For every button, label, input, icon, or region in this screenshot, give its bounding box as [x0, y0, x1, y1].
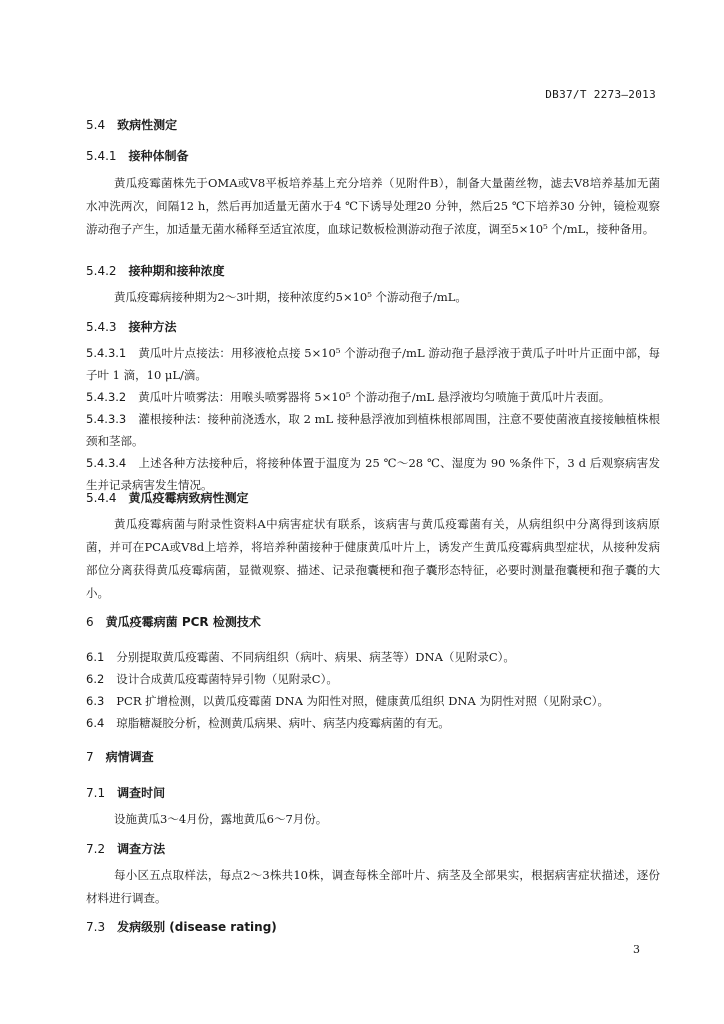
page-header-doc-id: DB37/T 2273—2013 — [545, 88, 656, 101]
section-heading-5-4-1: 5.4.1 接种体制备 — [86, 149, 189, 163]
section-heading-7-2: 7.2 调查方法 — [86, 842, 166, 856]
list-item-6-1: 6.1 分别提取黄瓜疫霉菌、不同病组织（病叶、病果、病茎等）DNA（见附录C）。 — [86, 650, 515, 664]
section-heading-5-4-4: 5.4.4 黄瓜疫霉病致病性测定 — [86, 491, 249, 505]
paragraph-7-1: 设施黄瓜3～4月份，露地黄瓜6～7月份。 — [114, 812, 328, 826]
list-item-6-4: 6.4 琼脂糖凝胶分析，检测黄瓜病果、病叶、病茎内疫霉病菌的有无。 — [86, 716, 450, 730]
paragraph-5-4-1: 黄瓜疫霉菌株先于OMA或V8平板培养基上充分培养（见附件B），制备大量菌丝物，滤去V8培养基加无菌水冲洗两次，间隔12 h，然后再加适量无菌水于4 ℃下诱导处理20 分钟，然后25 ℃下培养30 分钟，镜检观察游动孢子产生，加适量无菌水稀释至适宜浓度，血球记数板检测游动孢子浓度，调至5×10⁵ 个/mL，接种备用。 — [86, 176, 660, 236]
list-item-6-3: 6.3 PCR 扩增检测，以黄瓜疫霉菌 DNA 为阳性对照，健康黄瓜组织 DNA 为阴性对照（见附录C）。 — [86, 694, 609, 708]
page-number: 3 — [633, 943, 640, 956]
paragraph-7-2: 每小区五点取样法，每点2～3株共10株，调查每株全部叶片、病茎及全部果实，根据病害症状描述，逐份材料进行调查。 — [86, 868, 660, 905]
section-heading-5-4: 5.4 致病性测定 — [86, 118, 178, 132]
section-heading-6: 6 黄瓜疫霉病菌 PCR 检测技术 — [86, 615, 261, 629]
list-item-5-4-3-3: 5.4.3.3 灌根接种法：接种前浇透水，取 2 mL 接种悬浮液加到植株根部周围，注意不要使菌液直接接触植株根颈和茎部。 — [86, 412, 660, 448]
section-heading-5-4-3: 5.4.3 接种方法 — [86, 320, 177, 334]
list-item-6-2: 6.2 设计合成黄瓜疫霉菌特异引物（见附录C）。 — [86, 672, 338, 686]
section-heading-7-1: 7.1 调查时间 — [86, 786, 166, 800]
section-heading-5-4-2: 5.4.2 接种期和接种浓度 — [86, 264, 225, 278]
list-item-5-4-3-2: 5.4.3.2 黄瓜叶片喷雾法：用喉头喷雾器将 5×10⁵ 个游动孢子/mL 悬浮液均匀喷施于黄瓜叶片表面。 — [86, 390, 611, 404]
section-heading-7: 7 病情调查 — [86, 750, 154, 764]
section-heading-7-3: 7.3 发病级别 (disease rating) — [86, 920, 277, 934]
paragraph-5-4-4: 黄瓜疫霉病菌与附录性资料A中病害症状有联系，该病害与黄瓜疫霉菌有关，从病组织中分离得到该病原菌，并可在PCA或V8d上培养，将培养种菌接种于健康黄瓜叶片上，诱发产生黄瓜疫霉病典型症状，从接种发病部位分离获得黄瓜疫霉病菌，显微观察、描述、记录孢囊梗和孢子囊形态特征，必要时测量孢囊梗和孢子囊的大小。 — [86, 517, 660, 600]
paragraph-5-4-2: 黄瓜疫霉病接种期为2～3叶期，接种浓度约5×10⁵ 个游动孢子/mL。 — [114, 290, 467, 304]
list-item-5-4-3-1: 5.4.3.1 黄瓜叶片点接法：用移液枪点接 5×10⁵ 个游动孢子/mL 游动孢子悬浮液于黄瓜子叶叶片正面中部，每子叶 1 滴，10 μL/滴。 — [86, 346, 660, 382]
list-item-5-4-3-4: 5.4.3.4 上述各种方法接种后，将接种体置于温度为 25 ℃～28 ℃、湿度为 90 %条件下，3 d 后观察病害发生并记录病害发生情况。 — [86, 456, 660, 492]
